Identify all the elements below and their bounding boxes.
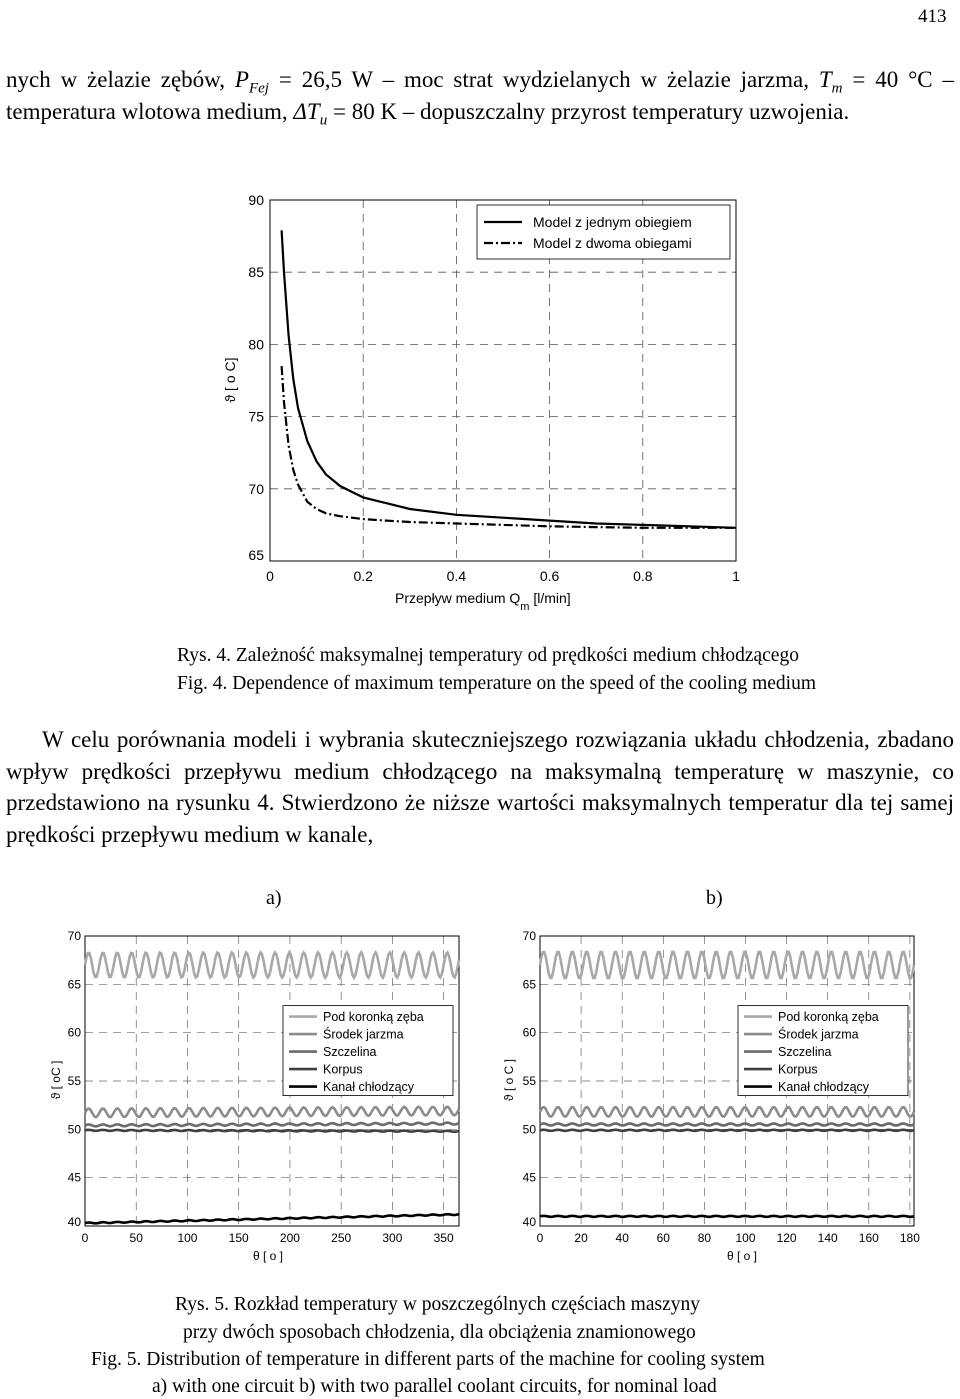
fig5b-y-tick-label: 45	[522, 1170, 536, 1185]
fig5b-x-tick-label: 160	[858, 1231, 879, 1245]
fig5b-y-tick-label: 55	[522, 1074, 536, 1088]
fig4-y-tick-label: 80	[248, 336, 264, 353]
fig4-series-two-circuits	[282, 366, 736, 528]
fig5b-x-tick-label: 40	[615, 1231, 629, 1245]
fig4-x-axis-label: Przepływ medium $Q_m$ [l/min]	[395, 590, 571, 613]
fig5a-y-axis-label-visible: ϑ [ oC ]	[49, 1060, 63, 1100]
fig5b-series-line	[540, 1124, 914, 1126]
page-number: 413	[918, 6, 947, 27]
fig5-label-a: a)	[266, 887, 282, 909]
fig5b-y-tick-label: 40	[522, 1215, 536, 1229]
fig5b-legend-label: Kanał chłodzący	[778, 1080, 870, 1095]
fig5b-y-tick-label: 50	[522, 1122, 536, 1137]
fig5b-y-ticks	[523, 929, 537, 1229]
fig5a-series-line	[85, 1214, 459, 1223]
fig4-y-tick-label: 70	[248, 480, 264, 497]
fig5b-x-tick-label: 120	[776, 1231, 797, 1245]
fig4-y-tick-label: 85	[248, 264, 264, 281]
fig5b-legend-label: Korpus	[778, 1062, 818, 1077]
fig5a-x-tick-label: 50	[129, 1231, 143, 1245]
fig5-caption-line-1: Rys. 5. Rozkład temperatury w poszczególnych częściach maszyny	[175, 1294, 700, 1315]
fig4-y-tick-label: 90	[248, 192, 264, 208]
fig5a-x-tick-label: 150	[228, 1231, 249, 1245]
fig4-x-tick-label: 1	[732, 568, 740, 584]
fig5a-y-tick-label: 40	[67, 1215, 81, 1229]
fig5b-legend-label: Pod koronką zęba	[778, 1010, 879, 1025]
figure-4-chart	[0, 0, 960, 640]
fig5a-x-tick-label: 200	[279, 1231, 300, 1245]
fig4-legend-label-1: Model z jednym obiegiem	[533, 214, 692, 230]
fig5a-x-tick-label: 350	[433, 1231, 454, 1245]
fig5-label-b: b)	[706, 887, 723, 909]
fig5a-legend-label: Korpus	[323, 1062, 363, 1077]
fig4-x-tick-label: 0.2	[353, 568, 373, 584]
paragraph-intro-segment: ΔT	[293, 98, 320, 124]
fig5b-x-tick-label: 140	[817, 1231, 838, 1245]
figure-5b-chart	[480, 900, 960, 1280]
fig5b-series-line	[540, 952, 914, 978]
paragraph-intro-segment: P	[234, 67, 249, 92]
fig4-series-single-circuit	[282, 230, 736, 528]
fig5b-series-line	[540, 1216, 914, 1217]
fig5-caption-line-4: a) with one circuit b) with two parallel coolant circuits, for nominal load	[152, 1376, 717, 1397]
fig5a-y-tick-label: 70	[67, 929, 81, 943]
fig5b-x-axis-label: θ [ o ]	[726, 1249, 758, 1263]
paragraph-intro-segment: m	[831, 80, 843, 97]
paragraph-intro-segment: nych w żelazie zębów,	[6, 67, 235, 92]
fig4-x-tick-label: 0.6	[539, 568, 560, 584]
fig5a-series-line	[85, 1107, 459, 1117]
fig4-caption-en: Fig. 4. Dependence of maximum temperature on the speed of the cooling medium	[177, 673, 816, 694]
fig5a-legend	[283, 1006, 453, 1096]
fig5a-x-tick-label: 300	[382, 1231, 403, 1245]
fig5a-x-ticks	[82, 1231, 454, 1245]
fig5b-legend-label: Środek jarzma	[778, 1027, 859, 1042]
fig4-y-tick-label: 65	[248, 547, 264, 563]
fig5a-y-tick-label: 65	[67, 977, 81, 992]
fig4-series	[282, 230, 736, 528]
fig5-caption-line-3: Fig. 5. Distribution of temperature in different parts of the machine for cooling system	[91, 1349, 765, 1370]
fig5a-series-line	[85, 952, 459, 977]
fig5a-y-tick-label: 50	[67, 1122, 81, 1137]
fig4-x-ticks	[266, 568, 740, 584]
fig5a-legend-label: Pod koronką zęba	[323, 1010, 424, 1025]
fig5a-series-line	[85, 1123, 459, 1127]
fig5b-series-line	[540, 1130, 914, 1131]
fig5b-x-tick-label: 180	[899, 1231, 920, 1245]
fig5b-y-axis-label: ϑ [ o C ]	[502, 1059, 516, 1101]
paragraph-intro-segment: = 80 K – dopuszczalny przyrost temperatury uzwojenia.	[327, 98, 850, 124]
fig5b-x-ticks	[537, 1231, 921, 1245]
paragraph-main: W celu porównania modeli i wybrania skuteczniejszego rozwiązania układu chłodzenia, zbadano wpływ prędkości przepływu medium chłodzącego na maksymalną temperaturę w maszynie, co przedstawiono na rysunku 4. Stwierdzono że niższe wartości maksymalnych temperatur dla tej samej prędkości przepływu medium w kanale,	[6, 727, 954, 847]
fig4-legend-label-2: Model z dwoma obiegami	[533, 235, 692, 251]
fig5a-legend-label: Kanał chłodzący	[323, 1080, 415, 1095]
fig4-y-ticks	[248, 192, 264, 563]
fig5a-y-ticks	[68, 929, 82, 1229]
fig5a-y-tick-label: 55	[67, 1074, 81, 1088]
fig5a-x-tick-label: 100	[177, 1231, 198, 1245]
fig5a-x-axis-label: θ [ o ]	[252, 1249, 284, 1263]
fig4-caption-pl: Rys. 4. Zależność maksymalnej temperatury od prędkości medium chłodzącego	[177, 645, 799, 666]
paragraph-intro-segment: = 40 °C – temperatura wlotowa medium,	[6, 67, 954, 124]
paragraph-intro-segment: = 26,5 W – moc strat wydzielanych w żelazie jarzma,	[268, 67, 819, 92]
fig4-x-tick-label: 0.4	[446, 568, 467, 584]
fig5b-x-tick-label: 100	[735, 1231, 756, 1245]
fig5b-legend	[738, 1006, 908, 1096]
fig5a-y-tick-label: 45	[67, 1170, 81, 1185]
fig5b-y-tick-label: 65	[522, 977, 536, 992]
fig5b-x-tick-label: 60	[656, 1231, 670, 1245]
fig5a-x-tick-label: 250	[331, 1231, 352, 1245]
fig5b-y-tick-label: 60	[522, 1025, 536, 1040]
fig4-legend	[477, 205, 730, 259]
paragraph-intro-segment: Fej	[248, 80, 269, 97]
fig5b-x-tick-label: 20	[574, 1231, 588, 1245]
fig5a-x-tick-label: 0	[81, 1231, 89, 1245]
fig5a-legend-label: Środek jarzma	[323, 1027, 404, 1042]
figure-5a-chart	[0, 900, 480, 1280]
fig5a-y-tick-label: 60	[67, 1025, 81, 1040]
fig4-x-tick-label: 0.8	[633, 568, 653, 584]
fig5b-x-tick-label: 80	[697, 1231, 712, 1245]
fig5b-x-tick-label: 0	[536, 1231, 544, 1245]
fig4-x-tick-label: 0	[266, 568, 274, 584]
fig5b-legend-label: Szczelina	[778, 1045, 832, 1060]
fig5a-legend-label: Szczelina	[323, 1045, 377, 1060]
fig4-y-tick-label: 75	[248, 408, 264, 425]
fig5b-y-tick-label: 70	[522, 929, 536, 943]
fig5a-series-line	[85, 1130, 459, 1132]
fig5b-series-line	[540, 1107, 914, 1116]
paragraph-intro-segment: T	[818, 67, 832, 92]
fig5-caption-line-2: przy dwóch sposobach chłodzenia, dla obciążenia znamionowego	[183, 1322, 696, 1343]
paragraph-intro-segment: u	[319, 112, 328, 129]
fig4-y-axis-label: ϑ [ o C]	[222, 357, 238, 403]
